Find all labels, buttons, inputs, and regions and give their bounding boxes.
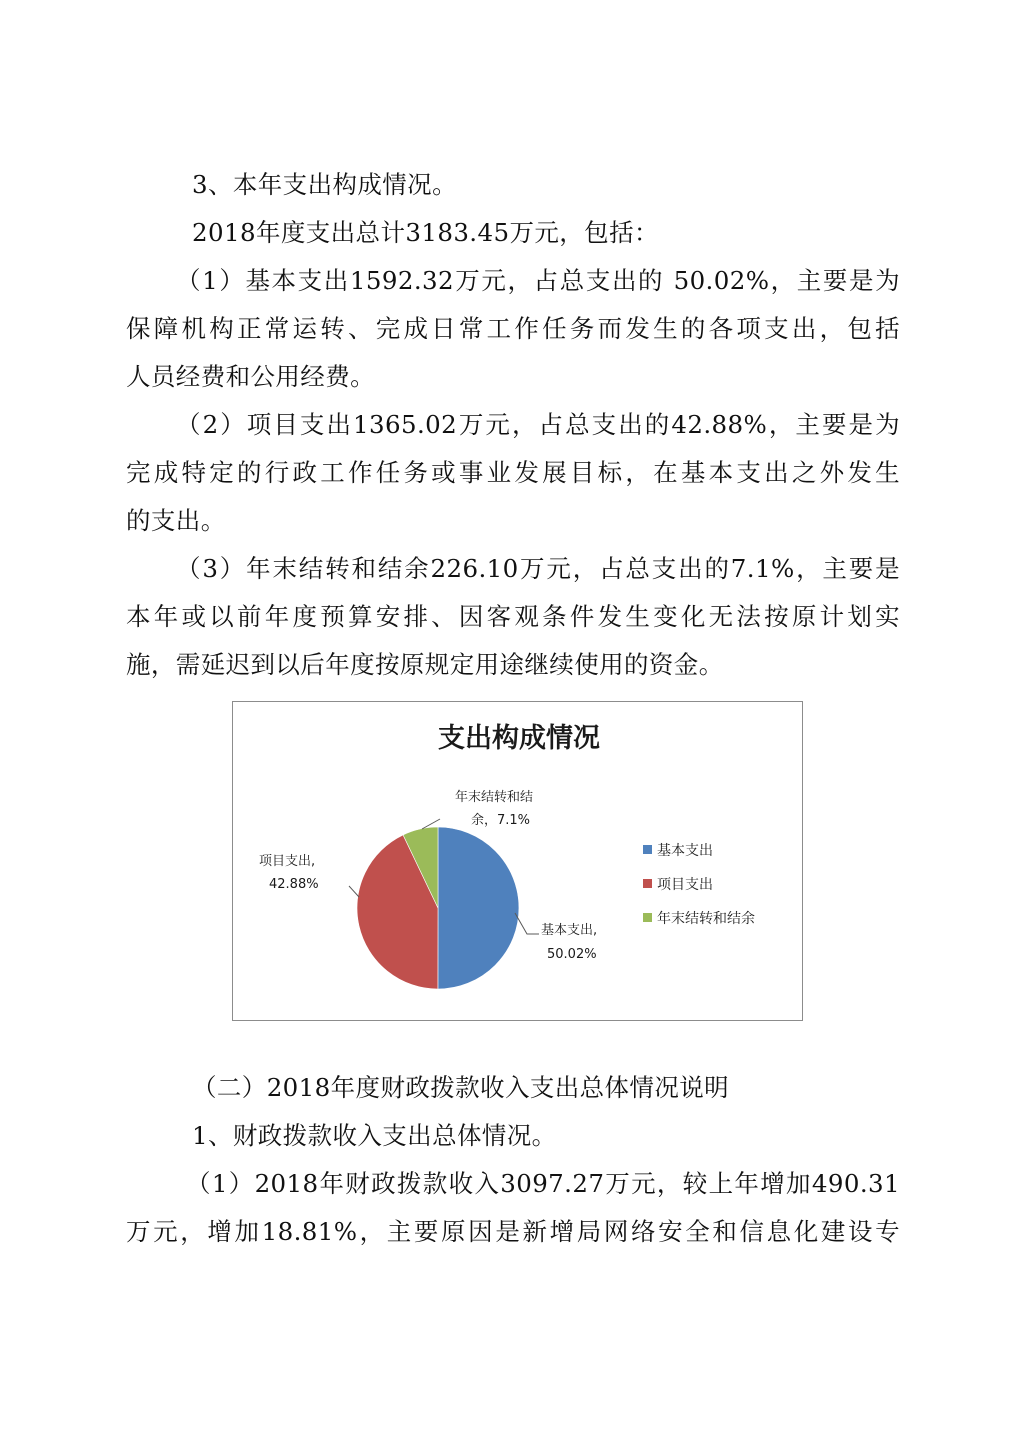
doc-line: 万元，增加18.81%，主要原因是新增局网络安全和信息化建设专 — [126, 1217, 900, 1246]
legend-swatch — [643, 913, 652, 922]
data-label-value: 42.88% — [269, 877, 319, 892]
doc-line: 3、本年支出构成情况。 — [192, 170, 457, 199]
data-label-value: 余，7.1% — [471, 813, 531, 828]
doc-line: （3）年末结转和结余226.10万元，占总支出的7.1%，主要是 — [176, 554, 900, 583]
chart-title: 支出构成情况 — [438, 723, 600, 754]
legend-label: 基本支出 — [657, 843, 713, 859]
doc-line: 保障机构正常运转、完成日常工作任务而发生的各项支出，包括 — [126, 314, 900, 343]
pie-chart — [232, 701, 803, 1021]
data-label-name: 基本支出, — [541, 923, 598, 938]
doc-line: 施，需延迟到以后年度按原规定用途继续使用的资金。 — [126, 650, 724, 679]
doc-line: 完成特定的行政工作任务或事业发展目标，在基本支出之外发生 — [126, 458, 900, 487]
doc-line: （2）项目支出1365.02万元，占总支出的42.88%，主要是为 — [176, 410, 900, 439]
doc-line: 1、财政拨款收入支出总体情况。 — [192, 1121, 557, 1150]
doc-line: 2018年度支出总计3183.45万元，包括： — [192, 218, 659, 247]
legend-swatch — [643, 845, 652, 854]
leader-line — [349, 886, 359, 897]
data-label-name: 项目支出, — [259, 854, 316, 869]
data-label-name: 年末结转和结 — [455, 790, 534, 805]
legend-label: 年末结转和结余 — [657, 911, 755, 927]
pie-chart-svg — [233, 702, 804, 1022]
doc-line: 本年或以前年度预算安排、因客观条件发生变化无法按原计划实 — [126, 602, 900, 631]
legend-swatch — [643, 879, 652, 888]
doc-line: （1）2018年财政拨款收入3097.27万元，较上年增加490.31 — [186, 1169, 900, 1198]
doc-line: 的支出。 — [126, 506, 226, 535]
doc-line: 人员经费和公用经费。 — [126, 362, 375, 391]
doc-line: （1）基本支出1592.32万元，占总支出的 50.02%，主要是为 — [176, 266, 900, 295]
legend — [643, 842, 755, 927]
doc-line: （二）2018年度财政拨款收入支出总体情况说明 — [192, 1073, 730, 1102]
data-label-value: 50.02% — [547, 947, 597, 962]
pie-slice — [438, 827, 519, 989]
legend-label: 项目支出 — [657, 877, 713, 893]
